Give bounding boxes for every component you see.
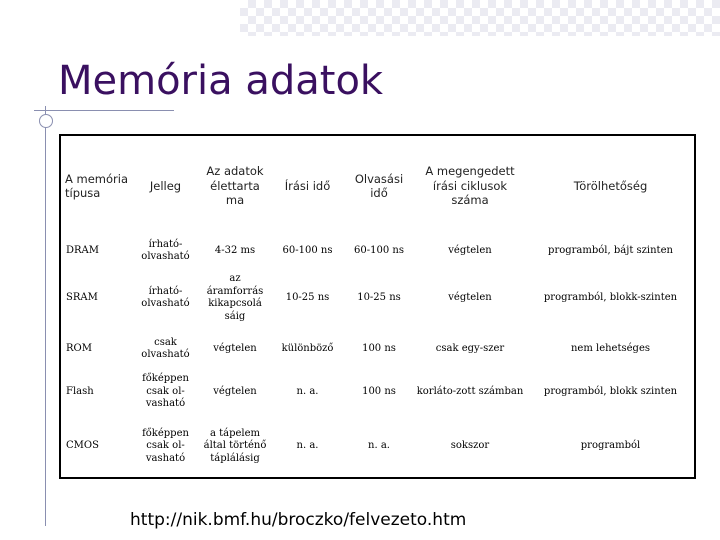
source-url[interactable]: http://nik.bmf.hu/broczko/felvezeto.htm [130,510,467,530]
table-cell: 100 ns [362,385,396,397]
decorative-rule-vertical [45,106,46,526]
table-cell: írható-olvasható [141,238,190,262]
header-cell: Jelleg [149,178,182,193]
table-cell: CMOS [66,440,99,452]
table-cell: csak egy-szer [435,342,505,354]
memory-table [59,134,696,479]
table-cell: 60-100 ns [354,244,404,256]
table-cell: n. a. [296,385,319,397]
table-cell: 60-100 ns [282,244,333,256]
table-cell: végtelen [213,342,257,354]
slide-title: Memória adatok [58,58,384,104]
table-cell: programból, blokk szinten [543,385,678,397]
header-cell: Olvasási idő [354,171,404,200]
header-cell: A memória típusa [65,171,129,200]
table-cell: Flash [66,385,94,397]
table-cell: végtelen [448,244,492,256]
table-cell: az áramforrás kikapcsolá sáig [206,273,264,322]
header-cell: Írási idő [284,178,331,193]
decorative-rule-horizontal [34,110,174,111]
table-cell: sokszor [450,440,490,452]
table-cell: DRAM [66,244,100,256]
table-header-row [60,135,695,236]
table-cell: korláto-zott számban [416,385,524,397]
table-cell: végtelen [213,385,257,397]
table-row [60,330,695,368]
table-row [60,368,695,416]
table-cell: főképpen csak ol-vasható [142,373,189,410]
table-cell: írható-olvasható [141,285,190,309]
header-cell: A megengedett írási ciklusok száma [425,164,515,208]
table-cell: n. a. [368,440,390,452]
table-cell: programból, bájt szinten [548,244,673,256]
table-cell: 10-25 ns [357,291,401,303]
table-row [60,416,695,478]
table-cell: 10-25 ns [285,291,330,303]
table-cell: főképpen csak ol-vasható [142,427,189,464]
decorative-pattern [240,0,720,36]
table-cell: a tápelem által történő táplálásig [203,427,267,464]
table-cell: SRAM [66,291,98,303]
table-cell: különböző [281,342,334,354]
table-row [60,266,695,330]
table-cell: programból [580,440,641,452]
table-cell: nem lehetséges [570,342,650,354]
table-cell: ROM [66,342,92,354]
header-cell: Az adatok élettarta ma [206,164,264,208]
crosshair-icon [39,114,53,128]
table-cell: n. a. [296,440,319,452]
table-cell: 100 ns [362,342,396,354]
table-cell: végtelen [448,291,492,303]
table-cell: csak olvasható [141,336,190,360]
header-cell: Törölhetőség [573,178,648,193]
table-row [60,236,695,266]
table-cell: 4-32 ms [214,244,256,256]
table-cell: programból, blokk-szinten [543,291,678,303]
